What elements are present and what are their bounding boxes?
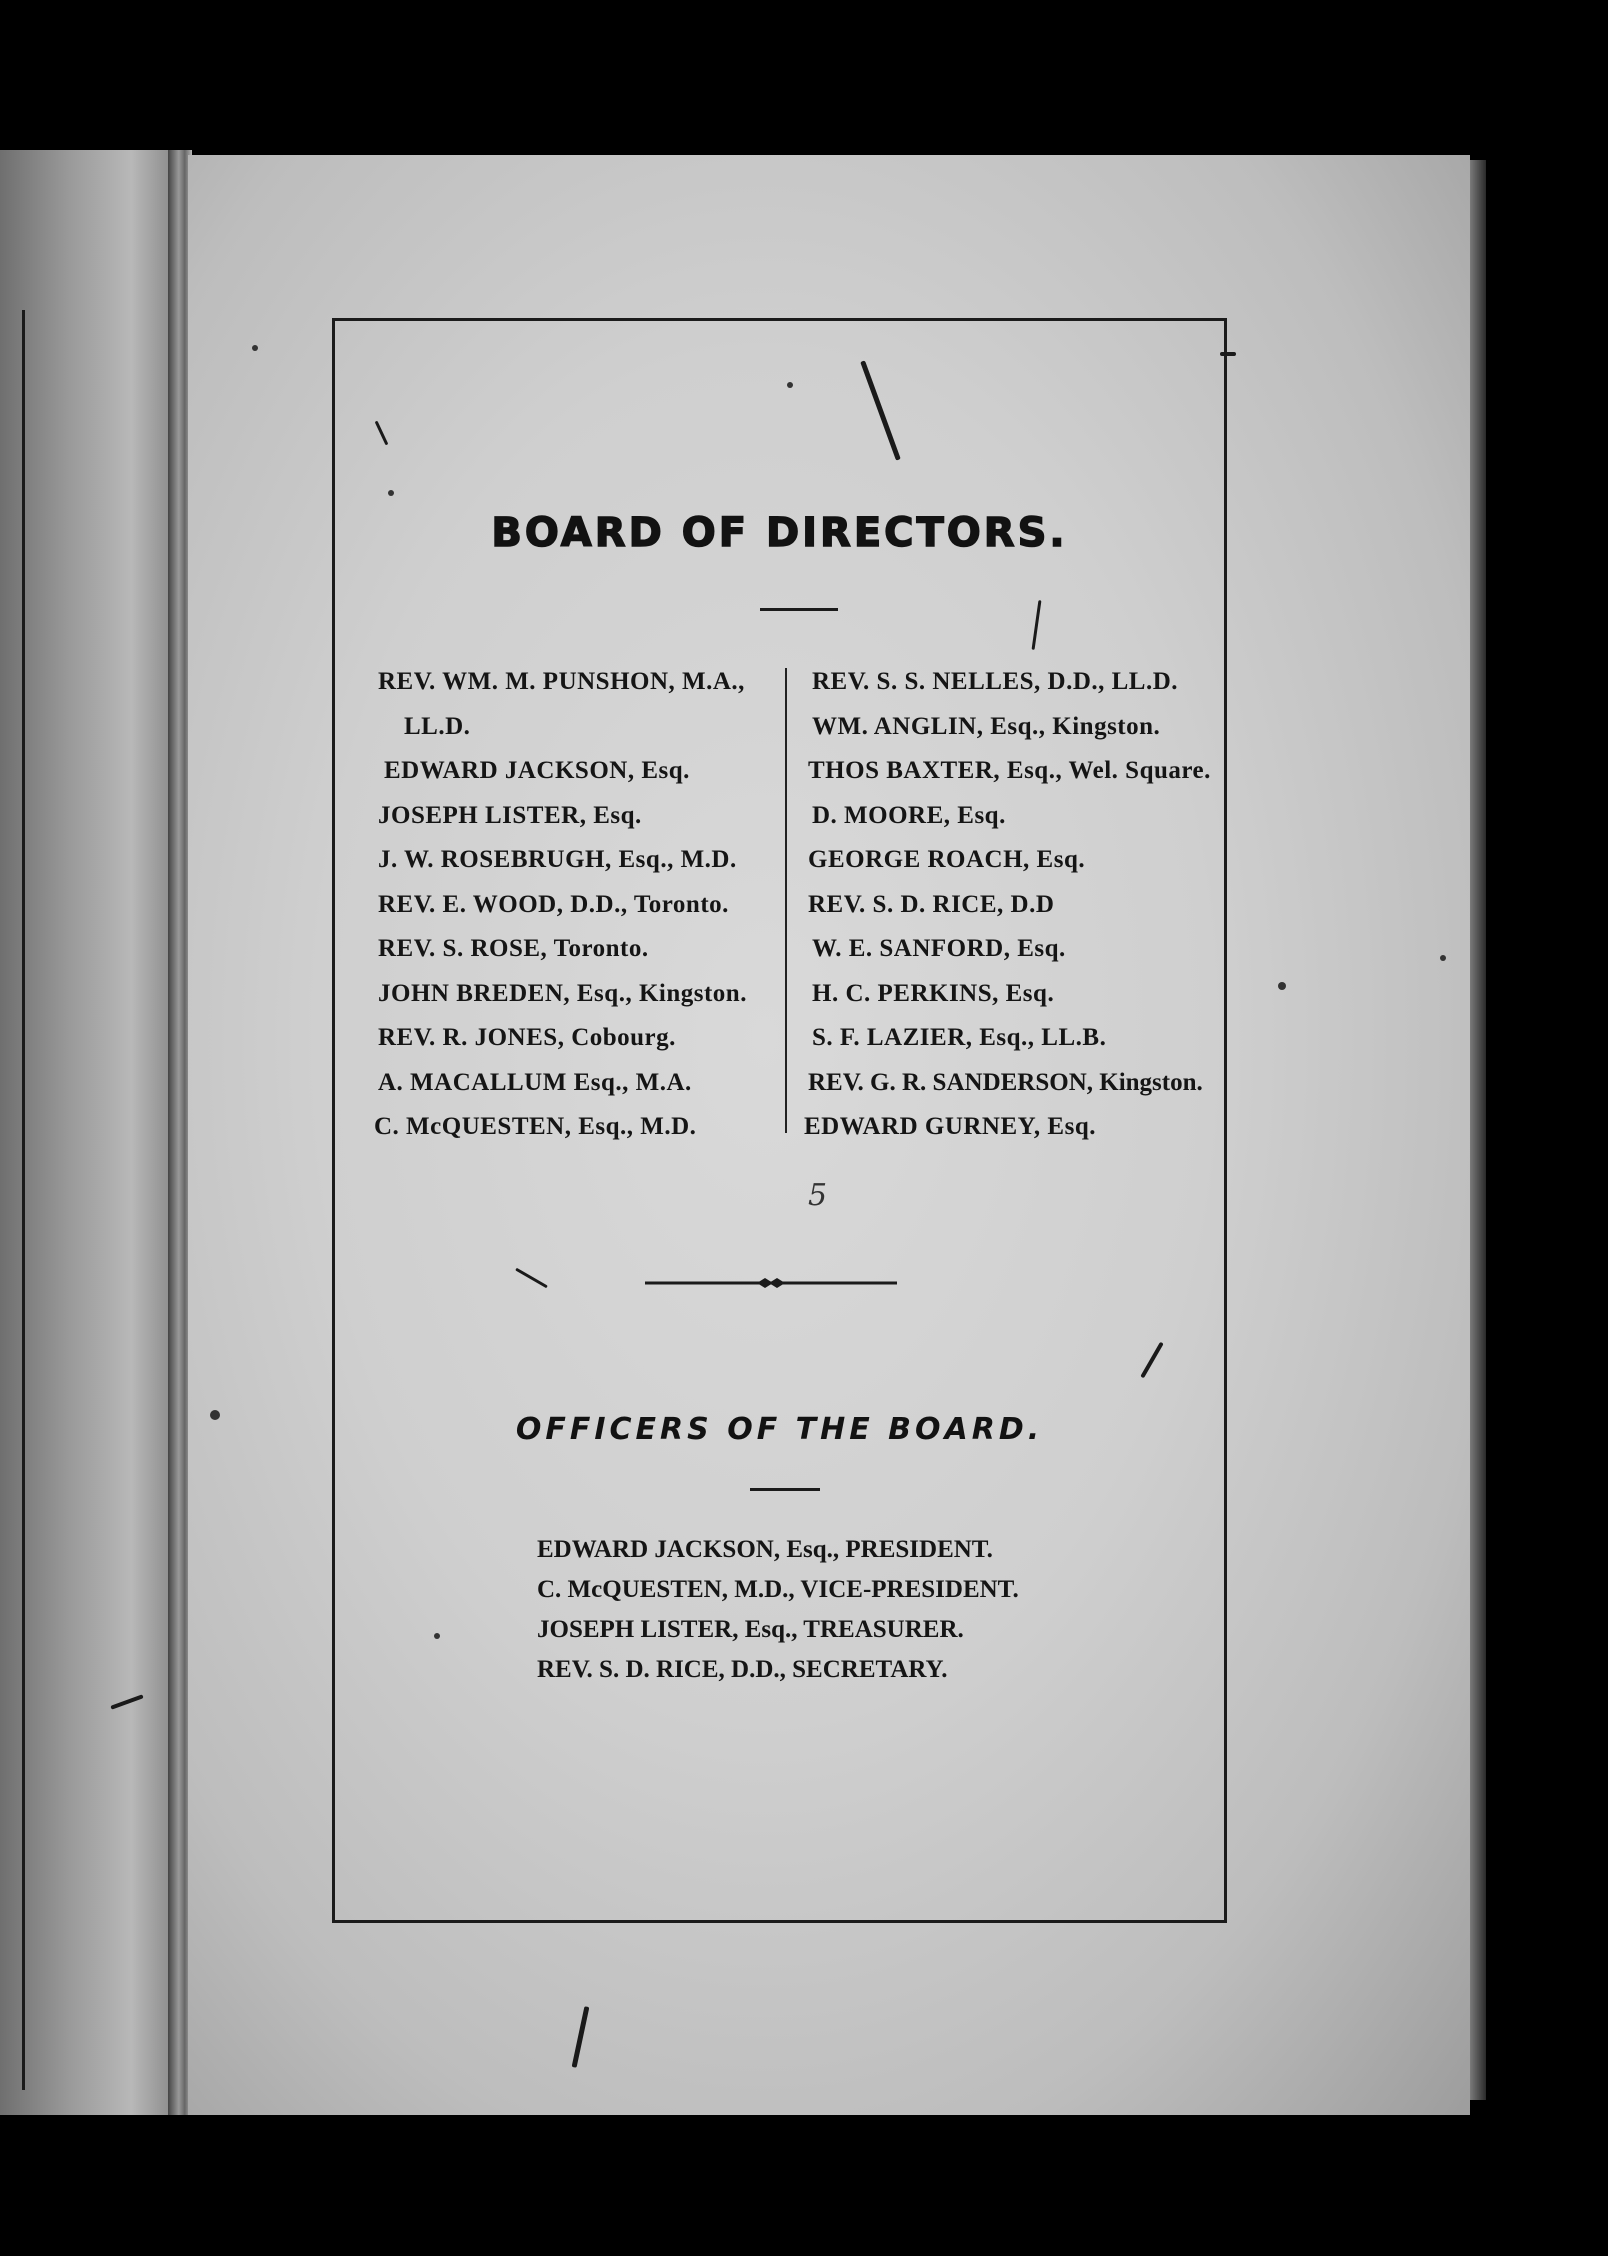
director-name: D. MOORE, Esq.	[812, 801, 1006, 829]
scan-speck	[787, 382, 793, 388]
column-divider	[785, 668, 787, 1133]
officer-line: JOSEPH LISTER, Esq., TREASURER.	[537, 1616, 964, 1643]
director-name: GEORGE ROACH, Esq.	[808, 846, 1086, 873]
left-facing-page	[0, 150, 175, 2115]
officers-list	[537, 1530, 1019, 1690]
scan-speck	[388, 490, 394, 496]
directors-right-column	[804, 660, 1211, 1150]
director-name: EDWARD GURNEY, Esq.	[804, 1113, 1096, 1140]
directors-left-column	[374, 660, 747, 1150]
director-name: REV. WM. M. PUNSHON, M.A.,	[378, 668, 745, 695]
scan-speck	[1278, 982, 1286, 990]
director-name: JOHN BREDEN, Esq., Kingston.	[378, 979, 747, 1007]
director-name: J. W. ROSEBRUGH, Esq., M.D.	[378, 846, 737, 873]
scan-speck	[210, 1410, 220, 1420]
director-name: EDWARD JACKSON, Esq.	[384, 757, 690, 784]
heading-rule	[760, 608, 838, 611]
director-name: REV. R. JONES, Cobourg.	[378, 1024, 676, 1051]
officer-line: REV. S. D. RICE, D.D., SECRETARY.	[537, 1656, 948, 1683]
scan-speck	[434, 1633, 440, 1639]
ink-mark	[1220, 352, 1236, 356]
director-name: REV. S. S. NELLES, D.D., LL.D.	[812, 668, 1179, 695]
director-name: W. E. SANFORD, Esq.	[812, 935, 1066, 962]
officers-rule	[750, 1488, 820, 1491]
director-name: JOSEPH LISTER, Esq.	[378, 801, 642, 829]
scan-speck	[252, 345, 258, 351]
board-heading: BOARD OF DIRECTORS.	[491, 510, 1068, 556]
left-page-frame	[0, 310, 25, 2090]
ornamental-divider	[645, 1276, 897, 1290]
director-name: WM. ANGLIN, Esq., Kingston.	[812, 712, 1161, 740]
officer-line: EDWARD JACKSON, Esq., PRESIDENT.	[537, 1536, 993, 1563]
director-name: THOS BAXTER, Esq., Wel. Square.	[808, 757, 1211, 784]
director-name: LL.D.	[404, 712, 471, 740]
director-name: REV. G. R. SANDERSON, Kingston.	[808, 1068, 1203, 1096]
director-name: REV. S. D. RICE, D.D	[808, 890, 1055, 918]
director-name: C. McQUESTEN, Esq., M.D.	[374, 1113, 697, 1140]
director-name: REV. E. WOOD, D.D., Toronto.	[378, 890, 729, 918]
officer-line: C. McQUESTEN, M.D., VICE-PRESIDENT.	[537, 1576, 1019, 1603]
director-name: REV. S. ROSE, Toronto.	[378, 935, 649, 962]
director-name: S. F. LAZIER, Esq., LL.B.	[812, 1024, 1107, 1051]
director-name: A. MACALLUM Esq., M.A.	[378, 1068, 692, 1096]
director-name: H. C. PERKINS, Esq.	[812, 979, 1055, 1007]
officers-heading: OFFICERS OF THE BOARD.	[515, 1412, 1044, 1447]
page-edge	[1470, 160, 1486, 2100]
scan-speck	[1440, 955, 1446, 961]
page-number: 5	[808, 1178, 828, 1213]
